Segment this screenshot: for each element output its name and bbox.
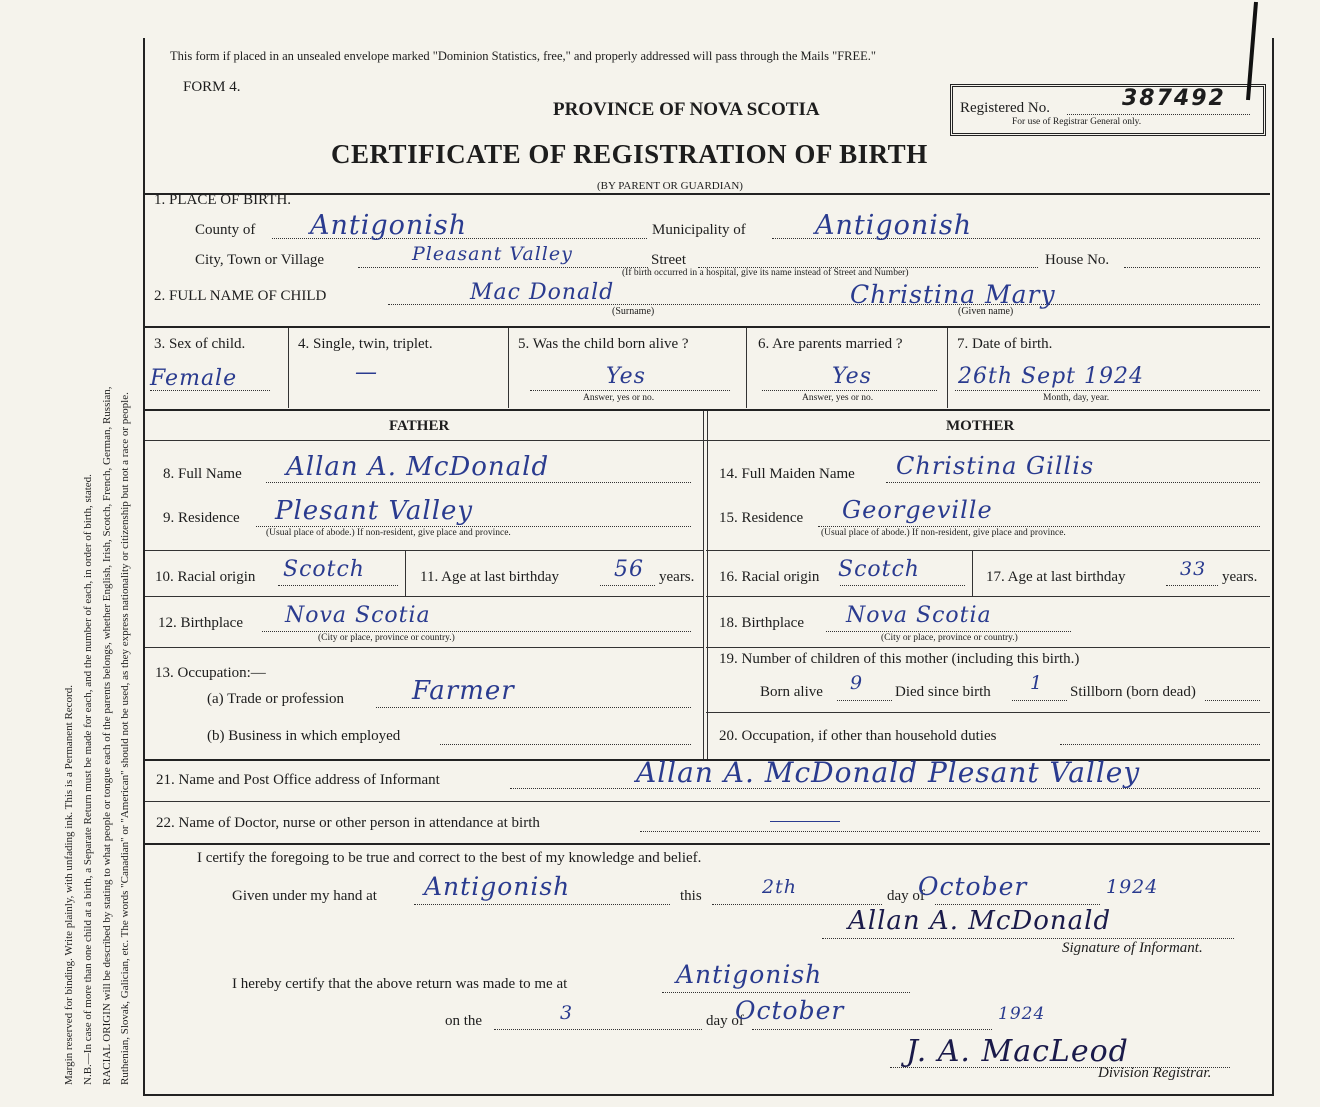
mother-residence-label: 15. Residence	[719, 510, 804, 526]
sex-label: 3. Sex of child.	[154, 336, 246, 352]
given-day: 2th	[762, 876, 797, 898]
given-year: 1924	[1106, 876, 1159, 898]
father-name-label: 8. Full Name	[163, 466, 242, 482]
informant-signature: Allan A. McDonald	[848, 906, 1112, 936]
mother-occupation-label: 20. Occupation, if other than household duties	[719, 728, 997, 744]
date-of-birth-caption: Month, day, year.	[1043, 393, 1110, 403]
business-label: (b) Business in which employed	[207, 728, 401, 744]
mother-age-label: 17. Age at last birthday	[986, 569, 1126, 585]
father-heading: FATHER	[389, 418, 450, 434]
given-month: October	[918, 872, 1028, 901]
given-label: Given under my hand at	[232, 888, 377, 904]
given-name-caption: (Given name)	[958, 306, 1014, 317]
registrar-place: Antigonish	[676, 960, 823, 989]
mother-age-value: 33	[1180, 558, 1207, 580]
certificate-subtitle: (BY PARENT OR GUARDIAN)	[597, 180, 743, 192]
mother-birthplace-value: Nova Scotia	[846, 603, 992, 628]
municipality-label: Municipality of	[652, 222, 746, 238]
mother-birthplace-caption: (City or place, province or country.)	[881, 633, 1018, 643]
died-since-birth-count: 1	[1030, 672, 1044, 694]
county-value: Antigonish	[310, 210, 468, 241]
county-label: County of	[195, 222, 256, 238]
mother-residence-caption: (Usual place of abode.) If non-resident, give place and province.	[821, 528, 1066, 538]
doctor-label: 22. Name of Doctor, nurse or other person in attendance at birth	[156, 815, 540, 831]
trade-value: Farmer	[412, 676, 515, 706]
father-birthplace-value: Nova Scotia	[285, 603, 431, 628]
single-twin-label: 4. Single, twin, triplet.	[298, 336, 433, 352]
street-label: Street	[651, 252, 686, 268]
child-surname: Mac Donald	[470, 280, 615, 305]
father-racial-label: 10. Racial origin	[155, 569, 256, 585]
mother-name-label: 14. Full Maiden Name	[719, 466, 855, 482]
father-birthplace-label: 12. Birthplace	[158, 615, 243, 631]
mail-note: This form if placed in an unsealed envelope marked "Dominion Statistics, free," and properly addressed will pass through the Mails "FREE."	[170, 49, 877, 63]
father-name-value: Allan A. McDonald	[286, 452, 550, 482]
children-count-label: 19. Number of children of this mother (including this birth.)	[719, 651, 1080, 667]
date-of-birth-label: 7. Date of birth.	[957, 336, 1053, 352]
father-residence-label: 9. Residence	[163, 510, 240, 526]
margin-note-1: Margin reserved for binding. Write plainly, with unfading ink. This is a Permanent Record.	[63, 685, 75, 1085]
trade-label: (a) Trade or profession	[207, 691, 345, 707]
hospital-note: (If birth occurred in a hospital, give its name instead of Street and Number)	[622, 268, 909, 278]
surname-caption: (Surname)	[612, 306, 655, 317]
born-alive-label: 5. Was the child born alive ?	[518, 336, 689, 352]
parents-married-value: Yes	[832, 364, 872, 389]
child-given-name: Christina Mary	[850, 280, 1056, 309]
margin-note-2: N.B.—In case of more than one child at a birth, a Separate Return must be made for each, and the number of each, in order of birth, stated.	[82, 474, 94, 1085]
on-the-label: on the	[445, 1013, 483, 1029]
registered-number: 387492	[1122, 86, 1226, 111]
certification-statement: I certify the foregoing to be true and correct to the best of my knowledge and belief.	[197, 850, 702, 866]
city-value: Pleasant Valley	[412, 243, 573, 265]
division-registrar-label: Division Registrar.	[1098, 1065, 1212, 1081]
father-residence-value: Plesant Valley	[275, 496, 474, 526]
occupation-label: 13. Occupation:—	[155, 665, 266, 681]
born-alive-value: Yes	[606, 364, 646, 389]
parents-married-label: 6. Are parents married ?	[758, 336, 903, 352]
born-alive-count-label: Born alive	[760, 684, 823, 700]
registration-month: October	[735, 996, 845, 1025]
municipality-value: Antigonish	[815, 210, 973, 241]
reg-day-of-label: day of	[706, 1013, 744, 1029]
father-age-label: 11. Age at last birthday	[420, 569, 559, 585]
mother-residence-value: Georgeville	[842, 496, 993, 524]
mother-racial-value: Scotch	[838, 557, 920, 582]
parents-married-caption: Answer, yes or no.	[802, 393, 874, 403]
registration-year: 1924	[998, 1004, 1046, 1024]
stillborn-label: Stillborn (born dead)	[1070, 684, 1196, 700]
father-racial-value: Scotch	[283, 557, 365, 582]
mother-years: years.	[1222, 569, 1258, 585]
single-twin-value: —	[355, 360, 378, 385]
divider	[145, 193, 1270, 195]
check-mark-icon	[1238, 0, 1268, 100]
given-place: Antigonish	[424, 872, 571, 901]
died-since-birth-label: Died since birth	[895, 684, 991, 700]
mother-name-value: Christina Gillis	[896, 452, 1095, 480]
certificate-title: CERTIFICATE OF REGISTRATION OF BIRTH	[331, 139, 928, 169]
registered-label: Registered No.	[960, 100, 1050, 116]
born-alive-caption: Answer, yes or no.	[583, 393, 655, 403]
margin-note-3: RACIAL ORIGIN will be described by stating to what people or tongue each of the parents belongs, whether English, Irish, Scotch, French, German, Russian,	[101, 386, 113, 1085]
registrar-signature: J. A. MacLeod	[906, 1034, 1129, 1069]
this-label: this	[680, 888, 702, 904]
day-of-label: day of	[887, 888, 925, 904]
house-number-label: House No.	[1045, 252, 1110, 268]
mother-birthplace-label: 18. Birthplace	[719, 615, 804, 631]
date-of-birth-value: 26th Sept 1924	[958, 364, 1144, 389]
father-residence-caption: (Usual place of abode.) If non-resident, give place and province.	[266, 528, 511, 538]
province-heading: PROVINCE OF NOVA SCOTIA	[553, 99, 820, 120]
informant-label: 21. Name and Post Office address of Informant	[156, 772, 440, 788]
city-label: City, Town or Village	[195, 252, 325, 268]
place-of-birth-label: 1. PLACE OF BIRTH.	[154, 192, 292, 208]
registration-day: 3	[560, 1002, 574, 1024]
mother-racial-label: 16. Racial origin	[719, 569, 820, 585]
registrar-note: For use of Registrar General only.	[1012, 117, 1142, 127]
signature-of-informant-label: Signature of Informant.	[1062, 940, 1203, 956]
father-age-value: 56	[614, 557, 644, 582]
sex-value: Female	[150, 366, 238, 391]
informant-value: Allan A. McDonald Plesant Valley	[636, 756, 1141, 789]
registrar-statement: I hereby certify that the above return was made to me at	[232, 976, 568, 992]
born-alive-count: 9	[850, 672, 864, 694]
form-number: FORM 4.	[183, 79, 241, 95]
child-name-label: 2. FULL NAME OF CHILD	[154, 288, 327, 304]
mother-heading: MOTHER	[946, 418, 1015, 434]
father-years: years.	[659, 569, 695, 585]
father-birthplace-caption: (City or place, province or country.)	[318, 633, 455, 643]
margin-note-4: Ruthenian, Slovak, Galician, etc. The words "Canadian" or "American" should not be used, as they express nationality or citizenship but not a race or people.	[119, 392, 131, 1085]
